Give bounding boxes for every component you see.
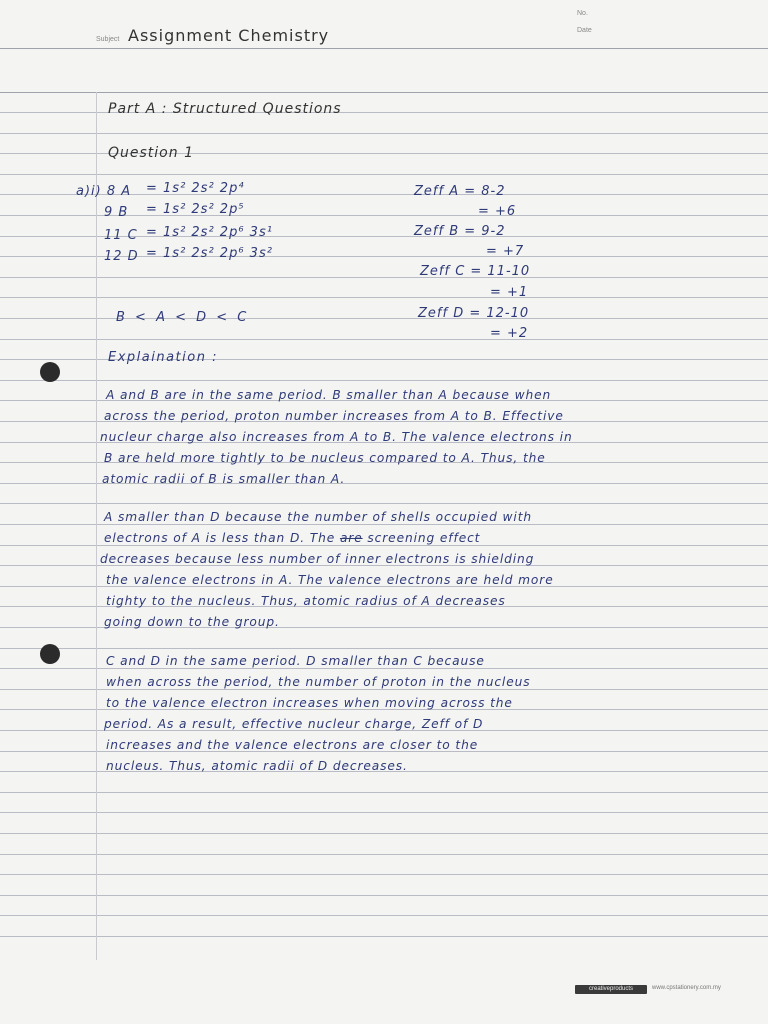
zeff-d-expr: Zeff D = 12-10 — [418, 306, 530, 321]
ruled-line — [0, 133, 768, 134]
paragraph-line: nucleus. Thus, atomic radii of D decreases. — [106, 759, 408, 773]
paragraph-line: to the valence electron increases when moving across the — [106, 696, 513, 710]
config-label-c: 11 C — [104, 228, 138, 243]
inline-continuation: screening effect — [367, 531, 481, 545]
ruled-line — [0, 648, 768, 649]
zeff-a-result: = +6 — [478, 204, 517, 219]
zeff-b-expr: Zeff B = 9-2 — [414, 224, 506, 239]
ruled-line — [0, 524, 768, 525]
ruled-line — [0, 792, 768, 793]
ruled-line — [0, 915, 768, 916]
ruled-line — [0, 895, 768, 896]
config-label-a: a)i) 8 A — [76, 184, 132, 199]
ruled-line — [0, 833, 768, 834]
paragraph-line: B are held more tightly to be nucleus compared to A. Thus, the — [104, 451, 546, 465]
ruled-line — [0, 297, 768, 298]
config-text-c: = 1s² 2s² 2p⁶ 3s¹ — [146, 225, 273, 240]
no-label: No. — [577, 10, 588, 17]
paragraph-line: A smaller than D because the number of shells occupied with — [104, 510, 533, 524]
brand-url: www.cpstationery.com.my — [652, 985, 721, 991]
ruled-line — [0, 812, 768, 813]
paragraph-line: C and D in the same period. D smaller than C because — [106, 654, 485, 668]
paragraph-line-with-strike — [104, 531, 480, 545]
subject-title: Assignment Chemistry — [128, 26, 330, 45]
zeff-c-expr: Zeff C = 11-10 — [420, 264, 531, 279]
explanation-heading: Explaination : — [108, 350, 218, 365]
paragraph-line: A and B are in the same period. B smaller than A because when — [106, 388, 552, 402]
part-heading: Part A : Structured Questions — [108, 101, 342, 117]
punch-hole-top — [40, 362, 60, 382]
paragraph-line-lead: electrons of A is less than D. The — [104, 531, 336, 545]
ruled-line — [0, 854, 768, 855]
paragraph-line: across the period, proton number increases from A to B. Effective — [104, 409, 564, 423]
paragraph-line: the valence electrons in A. The valence electrons are held more — [106, 573, 554, 587]
paragraph-line: atomic radii of B is smaller than A. — [102, 472, 346, 486]
paragraph-line: when across the period, the number of proton in the nucleus — [106, 675, 531, 689]
ruled-line — [0, 174, 768, 175]
paragraph-line: tighty to the nucleus. Thus, atomic radius of A decreases — [106, 594, 506, 608]
config-label-b: 9 B — [104, 205, 129, 220]
paragraph-line: nucleur charge also increases from A to B. The valence electrons in — [100, 430, 573, 444]
zeff-c-result: = +1 — [490, 285, 529, 300]
config-text-a: = 1s² 2s² 2p⁴ — [146, 181, 245, 196]
paragraph-line: going down to the group. — [104, 615, 280, 629]
ruled-line — [0, 545, 768, 546]
ruled-line — [0, 936, 768, 937]
ruled-line — [0, 92, 768, 93]
subject-label: Subject — [96, 36, 120, 43]
ruled-line — [0, 874, 768, 875]
zeff-a-expr: Zeff A = 8-2 — [414, 184, 506, 199]
ruled-line — [0, 339, 768, 340]
config-text-b: = 1s² 2s² 2p⁵ — [146, 202, 245, 217]
config-text-d: = 1s² 2s² 2p⁶ 3s² — [146, 246, 273, 261]
punch-hole-bottom — [40, 644, 60, 664]
paragraph-line: decreases because less number of inner electrons is shielding — [100, 552, 535, 566]
brand-logo: creativeproducts — [575, 985, 647, 994]
zeff-b-result: = +7 — [486, 244, 525, 259]
date-label: Date — [577, 27, 592, 34]
ruled-line — [0, 689, 768, 690]
paragraph-line: period. As a result, effective nucleur charge, Zeff of D — [104, 717, 484, 731]
radius-order: B < A < D < C — [116, 310, 250, 325]
ruled-line — [0, 668, 768, 669]
ruled-line — [0, 277, 768, 278]
strikethrough-word: are — [339, 531, 363, 545]
ruled-line — [0, 503, 768, 504]
config-label-d: 12 D — [104, 249, 139, 264]
ruled-line — [0, 48, 768, 49]
zeff-d-result: = +2 — [490, 326, 529, 341]
ruled-line — [0, 380, 768, 381]
question-heading: Question 1 — [108, 145, 194, 161]
margin-line — [96, 92, 97, 960]
paragraph-line: increases and the valence electrons are closer to the — [106, 738, 479, 752]
